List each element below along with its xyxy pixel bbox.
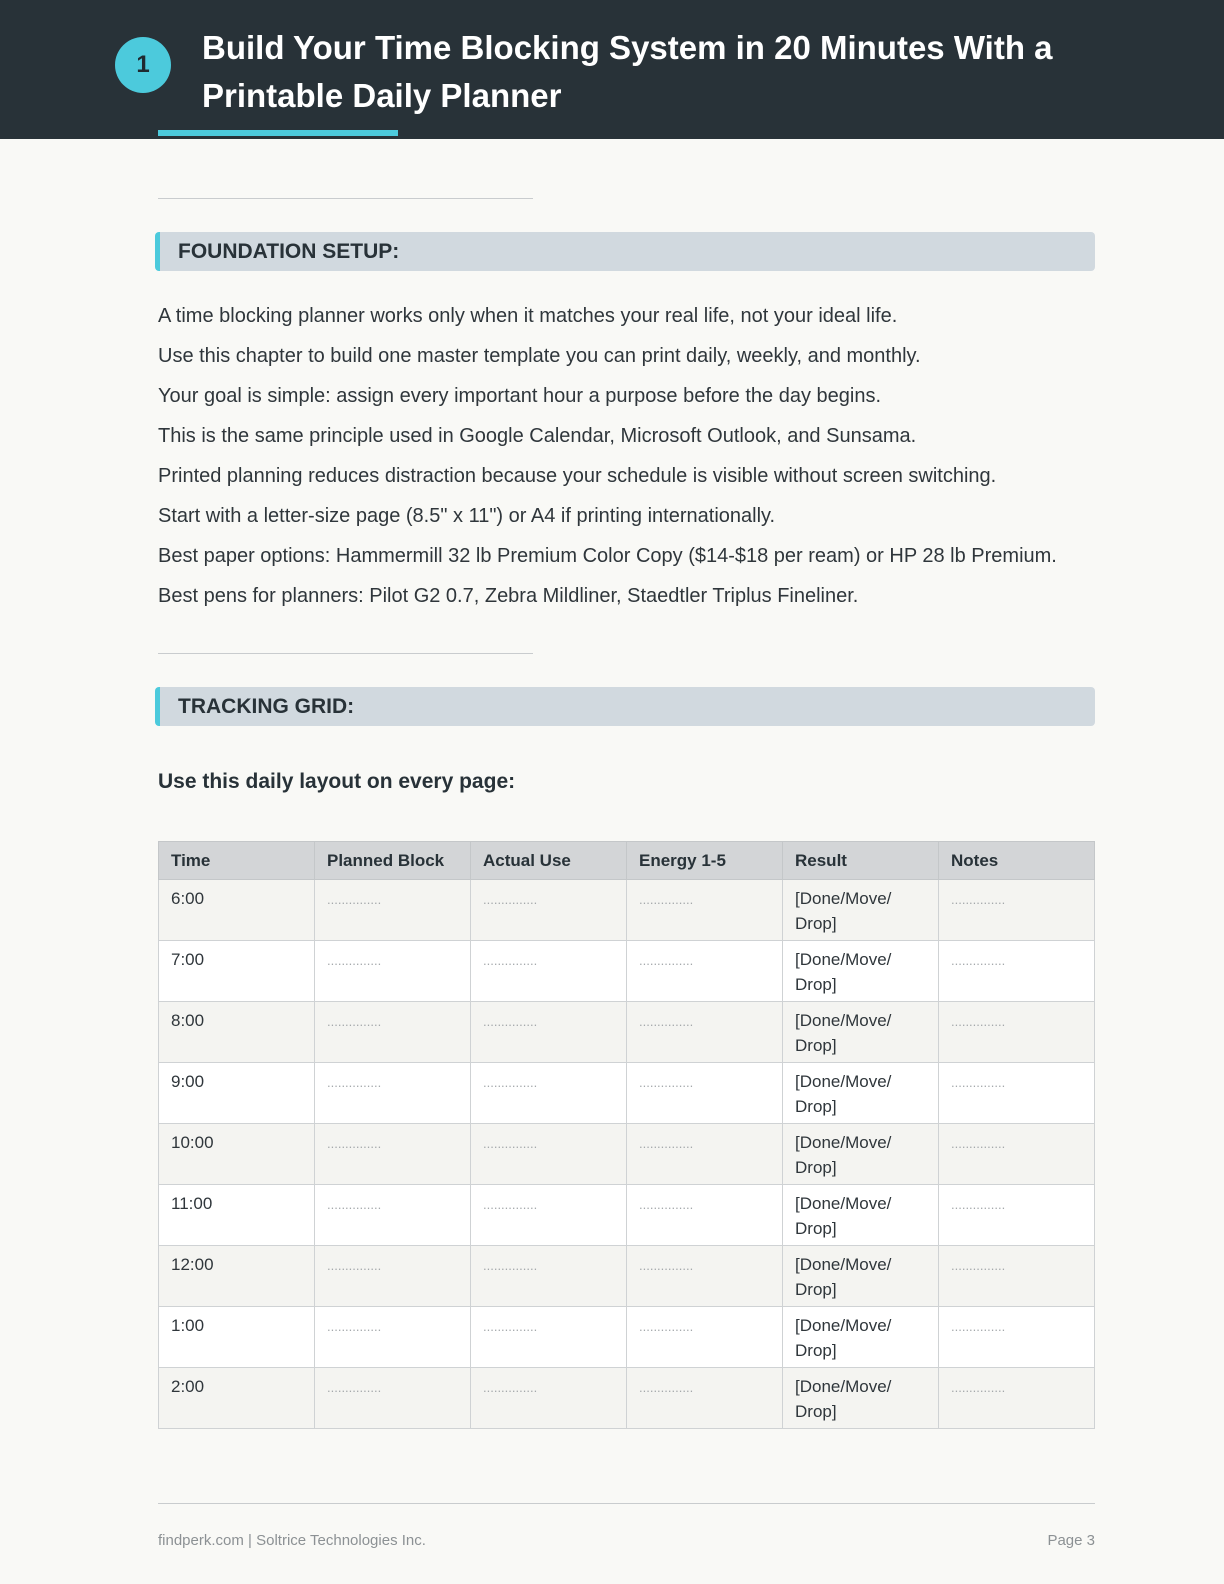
tracking-grid-table — [158, 841, 1095, 1429]
energy-cell-text: ............... — [639, 1319, 694, 1334]
result-cell — [783, 1002, 939, 1063]
time-cell-text: 1:00 — [171, 1316, 205, 1335]
actual-use-cell — [471, 1246, 627, 1307]
planned-block-cell — [315, 1246, 471, 1307]
notes-cell — [939, 1063, 1095, 1124]
notes-cell-text: ............... — [951, 1197, 1006, 1212]
paragraph: Start with a letter-size page (8.5" x 11") or A4 if printing internationally. — [158, 505, 776, 527]
actual-use-cell-text: ............... — [483, 1197, 538, 1212]
notes-cell — [939, 880, 1095, 941]
result-cell-text: [Done/Move/ Drop] — [795, 1377, 892, 1421]
actual-use-cell-text: ............... — [483, 1075, 538, 1090]
paragraph: Best paper options: Hammermill 32 lb Premium Color Copy ($14-$18 per ream) or HP 28 lb Premium. — [158, 545, 1057, 567]
planned-block-cell — [315, 1002, 471, 1063]
section-heading-label: FOUNDATION SETUP: — [178, 240, 400, 263]
notes-cell-text: ............... — [951, 1075, 1006, 1090]
section-divider — [158, 198, 533, 199]
notes-cell-text: ............... — [951, 892, 1006, 907]
result-cell-text: [Done/Move/ Drop] — [795, 1133, 892, 1177]
notes-cell-text: ............... — [951, 1319, 1006, 1334]
energy-cell — [627, 1368, 783, 1429]
time-cell — [159, 1307, 315, 1368]
time-cell — [159, 1063, 315, 1124]
planned-block-cell-text: ............... — [327, 892, 382, 907]
actual-use-cell — [471, 880, 627, 941]
actual-use-cell-text: ............... — [483, 1136, 538, 1151]
actual-use-cell-text: ............... — [483, 892, 538, 907]
result-cell — [783, 1063, 939, 1124]
notes-cell — [939, 1246, 1095, 1307]
actual-use-cell — [471, 1124, 627, 1185]
table-row — [159, 1002, 1095, 1063]
planned-block-cell — [315, 1124, 471, 1185]
energy-cell — [627, 1185, 783, 1246]
planned-block-cell-text: ............... — [327, 1319, 382, 1334]
notes-cell — [939, 1124, 1095, 1185]
time-cell-text: 10:00 — [171, 1133, 214, 1152]
notes-cell-text: ............... — [951, 953, 1006, 968]
actual-use-cell-text: ............... — [483, 1380, 538, 1395]
table-header-row — [159, 842, 1095, 880]
footer-source: findperk.com | Soltrice Technologies Inc. — [158, 1532, 426, 1549]
column-header-actual-use: Actual Use — [471, 842, 627, 880]
actual-use-cell — [471, 941, 627, 1002]
tracking-subheading: Use this daily layout on every page: — [158, 770, 516, 793]
column-header-time: Time — [159, 842, 315, 880]
time-cell — [159, 941, 315, 1002]
actual-use-cell — [471, 1063, 627, 1124]
table-row — [159, 1185, 1095, 1246]
notes-cell — [939, 941, 1095, 1002]
table-row — [159, 1368, 1095, 1429]
energy-cell — [627, 1307, 783, 1368]
time-cell — [159, 1368, 315, 1429]
energy-cell-text: ............... — [639, 1075, 694, 1090]
energy-cell-text: ............... — [639, 1197, 694, 1212]
chapter-header — [0, 0, 1224, 139]
energy-cell — [627, 1246, 783, 1307]
time-cell-text: 8:00 — [171, 1011, 205, 1030]
time-cell — [159, 1002, 315, 1063]
chapter-number-badge: 1 — [115, 37, 171, 93]
actual-use-cell-text: ............... — [483, 1014, 538, 1029]
result-cell — [783, 1124, 939, 1185]
table-row — [159, 880, 1095, 941]
paragraph: Use this chapter to build one master template you can print daily, weekly, and monthly. — [158, 345, 921, 367]
column-header-result: Result — [783, 842, 939, 880]
actual-use-cell — [471, 1307, 627, 1368]
planned-block-cell — [315, 1063, 471, 1124]
time-cell-text: 7:00 — [171, 950, 205, 969]
notes-cell-text: ............... — [951, 1258, 1006, 1273]
planned-block-cell — [315, 880, 471, 941]
notes-cell — [939, 1307, 1095, 1368]
energy-cell — [627, 1002, 783, 1063]
planned-block-cell-text: ............... — [327, 1258, 382, 1273]
table-body — [159, 880, 1095, 1429]
planned-block-cell-text: ............... — [327, 1380, 382, 1395]
time-cell — [159, 1246, 315, 1307]
footer-divider — [158, 1503, 1095, 1504]
result-cell — [783, 880, 939, 941]
planned-block-cell-text: ............... — [327, 1014, 382, 1029]
planned-block-cell — [315, 1185, 471, 1246]
notes-cell-text: ............... — [951, 1136, 1006, 1151]
notes-cell — [939, 1185, 1095, 1246]
result-cell-text: [Done/Move/ Drop] — [795, 1194, 892, 1238]
result-cell-text: [Done/Move/ Drop] — [795, 1255, 892, 1299]
result-cell — [783, 1307, 939, 1368]
result-cell-text: [Done/Move/ Drop] — [795, 1011, 892, 1055]
foundation-paragraphs — [158, 296, 1118, 616]
actual-use-cell — [471, 1002, 627, 1063]
energy-cell — [627, 941, 783, 1002]
result-cell-text: [Done/Move/ Drop] — [795, 1072, 892, 1116]
planned-block-cell-text: ............... — [327, 1136, 382, 1151]
result-cell — [783, 941, 939, 1002]
table-row — [159, 941, 1095, 1002]
planned-block-cell — [315, 941, 471, 1002]
section-heading-foundation — [155, 232, 1095, 271]
time-cell-text: 12:00 — [171, 1255, 214, 1274]
chapter-title: Build Your Time Blocking System in 20 Minutes With a Printable Daily Planner — [202, 29, 1053, 114]
actual-use-cell-text: ............... — [483, 953, 538, 968]
paragraph: This is the same principle used in Google Calendar, Microsoft Outlook, and Sunsama. — [158, 425, 917, 447]
paragraph: A time blocking planner works only when it matches your real life, not your ideal life. — [158, 305, 898, 327]
planned-block-cell-text: ............... — [327, 1075, 382, 1090]
result-cell — [783, 1185, 939, 1246]
result-cell — [783, 1246, 939, 1307]
column-header-notes: Notes — [939, 842, 1095, 880]
energy-cell — [627, 1063, 783, 1124]
actual-use-cell — [471, 1368, 627, 1429]
time-cell-text: 11:00 — [171, 1194, 213, 1213]
actual-use-cell-text: ............... — [483, 1258, 538, 1273]
result-cell — [783, 1368, 939, 1429]
column-header-planned-block: Planned Block — [315, 842, 471, 880]
time-cell-text: 6:00 — [171, 889, 205, 908]
energy-cell-text: ............... — [639, 953, 694, 968]
time-cell — [159, 1124, 315, 1185]
result-cell-text: [Done/Move/ Drop] — [795, 1316, 892, 1360]
paragraph: Printed planning reduces distraction because your schedule is visible without screen switching. — [158, 465, 997, 487]
energy-cell — [627, 880, 783, 941]
planned-block-cell — [315, 1368, 471, 1429]
notes-cell-text: ............... — [951, 1014, 1006, 1029]
time-cell — [159, 880, 315, 941]
section-heading-label: TRACKING GRID: — [178, 695, 355, 718]
table-row — [159, 1063, 1095, 1124]
energy-cell-text: ............... — [639, 1136, 694, 1151]
table-row — [159, 1307, 1095, 1368]
time-cell-text: 2:00 — [171, 1377, 205, 1396]
energy-cell-text: ............... — [639, 892, 694, 907]
energy-cell — [627, 1124, 783, 1185]
table-row — [159, 1246, 1095, 1307]
energy-cell-text: ............... — [639, 1380, 694, 1395]
actual-use-cell — [471, 1185, 627, 1246]
time-cell — [159, 1185, 315, 1246]
title-accent-underline — [158, 130, 398, 136]
notes-cell — [939, 1002, 1095, 1063]
paragraph: Your goal is simple: assign every important hour a purpose before the day begins. — [158, 385, 882, 407]
page-number: Page 3 — [1047, 1532, 1095, 1549]
paragraph: Best pens for planners: Pilot G2 0.7, Zebra Mildliner, Staedtler Triplus Fineliner. — [158, 585, 859, 607]
result-cell-text: [Done/Move/ Drop] — [795, 950, 892, 994]
planned-block-cell-text: ............... — [327, 1197, 382, 1212]
notes-cell-text: ............... — [951, 1380, 1006, 1395]
result-cell-text: [Done/Move/ Drop] — [795, 889, 892, 933]
notes-cell — [939, 1368, 1095, 1429]
planned-block-cell-text: ............... — [327, 953, 382, 968]
energy-cell-text: ............... — [639, 1014, 694, 1029]
time-cell-text: 9:00 — [171, 1072, 205, 1091]
section-heading-tracking — [155, 687, 1095, 726]
actual-use-cell-text: ............... — [483, 1319, 538, 1334]
section-divider — [158, 653, 533, 654]
energy-cell-text: ............... — [639, 1258, 694, 1273]
column-header-energy: Energy 1-5 — [627, 842, 783, 880]
table-row — [159, 1124, 1095, 1185]
planned-block-cell — [315, 1307, 471, 1368]
